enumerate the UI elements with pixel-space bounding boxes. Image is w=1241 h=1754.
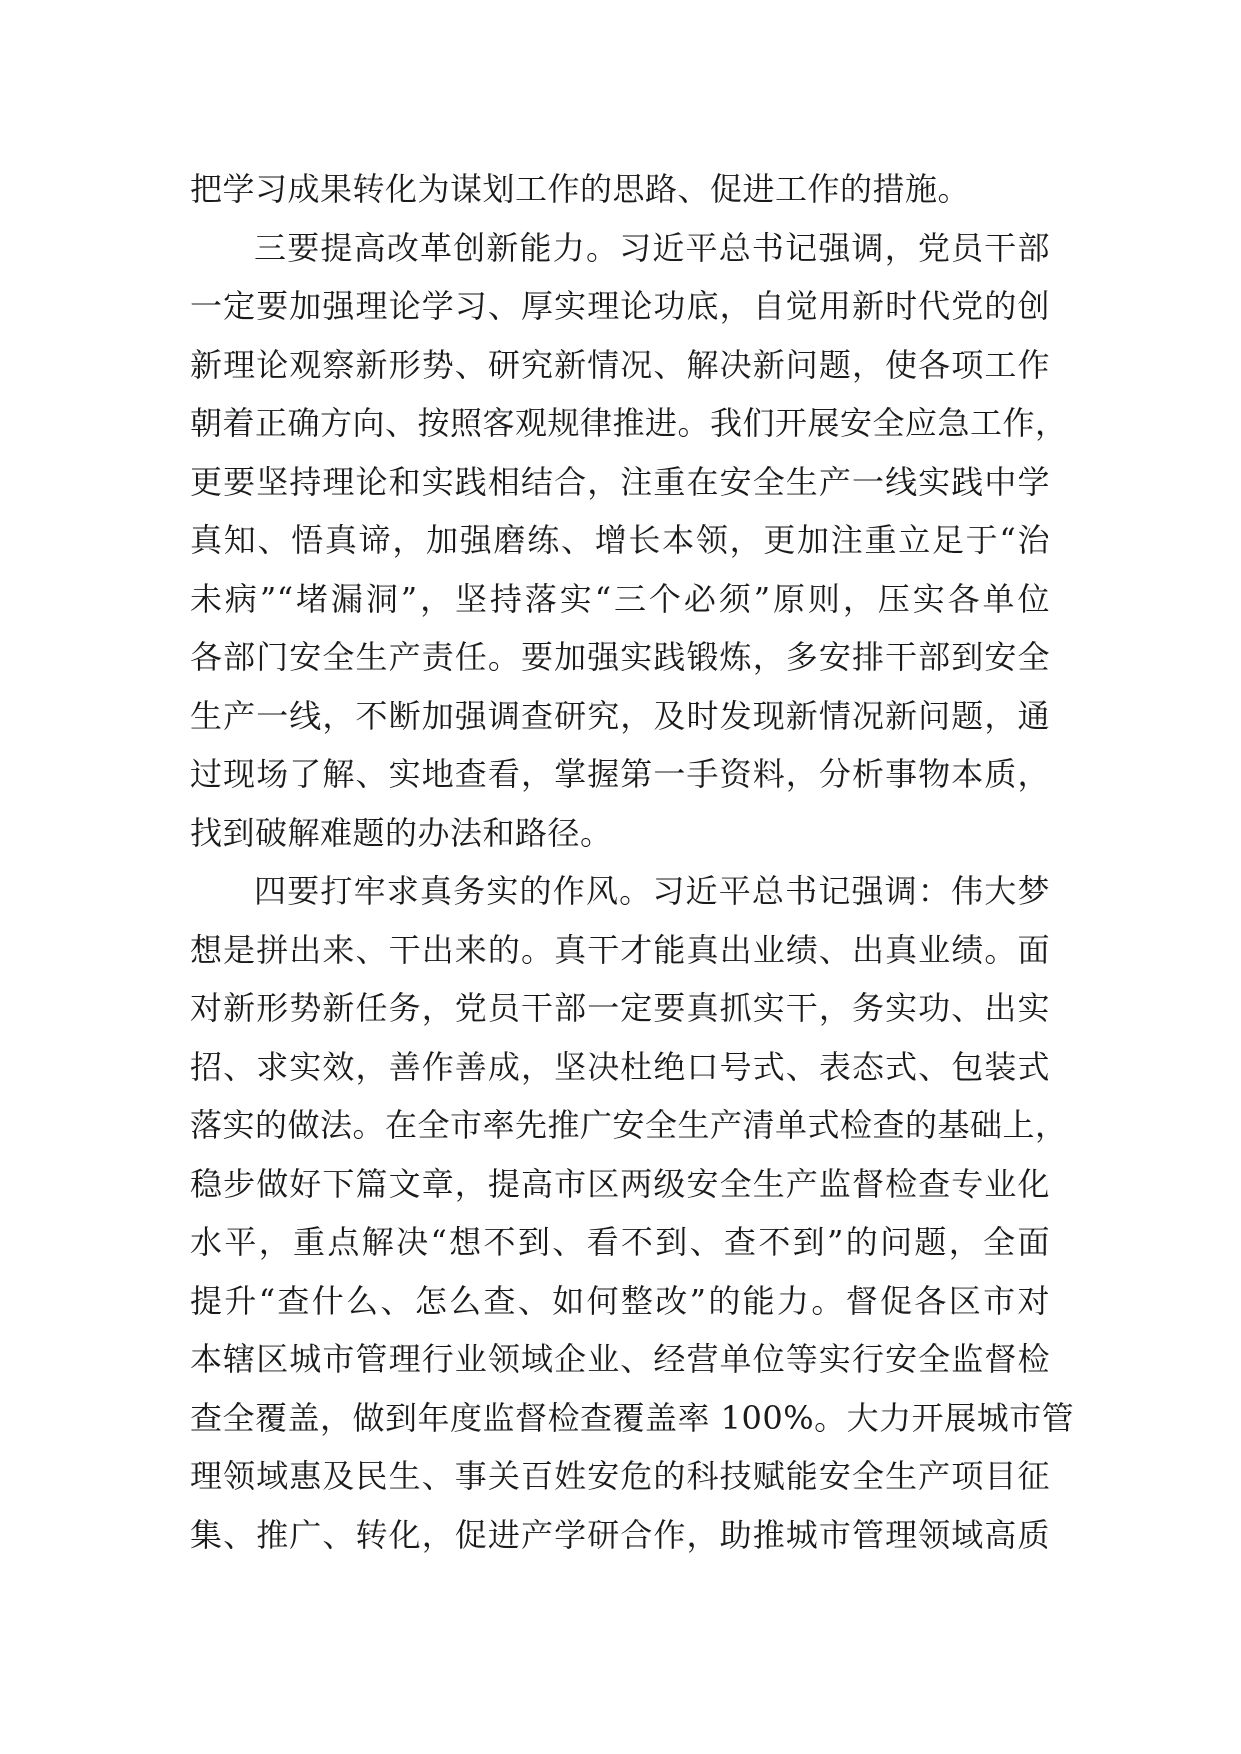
- text-line: 落实的做法。在全市率先推广安全生产清单式检查的基础上，: [190, 1106, 1068, 1144]
- text-line: 集、推广、转化，促进产学研合作，助推城市管理领域高质: [190, 1515, 1050, 1554]
- text-line: 各部门安全生产责任。要加强实践锻炼，多安排干部到安全: [190, 638, 1050, 676]
- text-line: 找到破解难题的办法和路径。: [190, 813, 613, 852]
- text-line: 未病”“堵漏洞”，坚持落实“三个必须”原则，压实各单位: [190, 579, 1050, 618]
- paragraph-first-line: 三要提高改革创新能力。习近平总书记强调，党员干部: [254, 228, 1050, 267]
- text-line: 想是拼出来、干出来的。真干才能真出业绩、出真业绩。面: [190, 930, 1050, 969]
- text-line: 对新形势新任务，党员干部一定要真抓实干，务实功、出实: [190, 989, 1050, 1027]
- text-line: 本辖区城市管理行业领域企业、经营单位等实行安全监督检: [190, 1340, 1050, 1378]
- text-line: 查全覆盖，做到年度监督检查覆盖率 100%。大力开展城市管: [190, 1398, 1075, 1437]
- text-line: 过现场了解、实地查看，掌握第一手资料，分析事物本质，: [190, 755, 1050, 793]
- text-line: 招、求实效，善作善成，坚决杜绝口号式、表态式、包装式: [190, 1047, 1050, 1086]
- text-line: 理领域惠及民生、事关百姓安危的科技赋能安全生产项目征: [190, 1457, 1050, 1495]
- text-line: 提升“查什么、怎么查、如何整改”的能力。督促各区市对: [190, 1281, 1050, 1320]
- text-line: 更要坚持理论和实践相结合，注重在安全生产一线实践中学: [190, 462, 1050, 501]
- text-line: 生产一线，不断加强调查研究，及时发现新情况新问题，通: [190, 696, 1050, 735]
- paragraph-first-line: 四要打牢求真务实的作风。习近平总书记强调：伟大梦: [254, 872, 1050, 910]
- text-line: 把学习成果转化为谋划工作的思路、促进工作的措施。: [190, 170, 971, 208]
- text-line: 朝着正确方向、按照客观规律推进。我们开展安全应急工作，: [190, 404, 1068, 442]
- text-line: 真知、悟真谛，加强磨练、增长本领，更加注重立足于“治: [190, 521, 1050, 559]
- text-line: 稳步做好下篇文章，提高市区两级安全生产监督检查专业化: [190, 1164, 1050, 1203]
- text-line: 新理论观察新形势、研究新情况、解决新问题，使各项工作: [190, 345, 1050, 384]
- document-body: [190, 160, 1075, 1564]
- text-line: 一定要加强理论学习、厚实理论功底，自觉用新时代党的创: [190, 287, 1050, 325]
- text-line: 水平，重点解决“想不到、看不到、查不到”的问题，全面: [190, 1223, 1050, 1261]
